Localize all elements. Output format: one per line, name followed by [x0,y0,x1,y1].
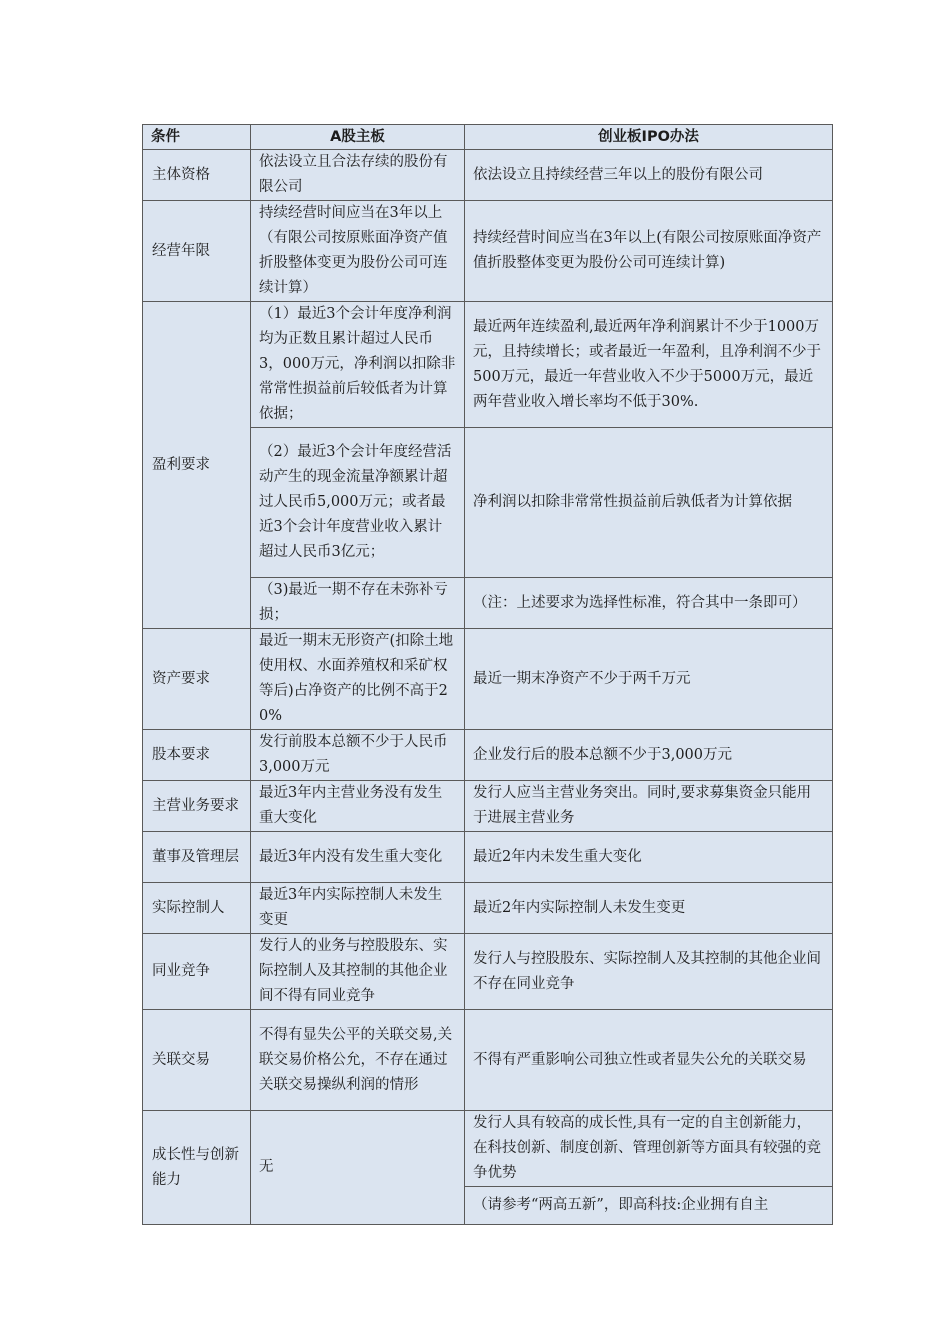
row-operating-period [143,201,833,302]
header-condition: 条件 [143,125,251,150]
row-label: 关联交易 [143,1010,251,1111]
gem-cell: （请参考“两高五新”，即高科技:企业拥有自主 [465,1187,833,1225]
row-qualification [143,150,833,201]
row-label: 经营年限 [143,201,251,302]
main-board-cell: 最近3年内没有发生重大变化 [251,832,465,883]
header-gem-ipo-rules: 创业板IPO办法 [465,125,833,150]
row-label: 盈利要求 [143,302,251,629]
main-board-cell: 无 [251,1111,465,1225]
main-board-cell: 发行前股本总额不少于人民币3,000万元 [251,730,465,781]
gem-cell: 发行人应当主营业务突出。同时,要求募集资金只能用于进展主营业务 [465,781,833,832]
main-board-cell: 最近3年内实际控制人未发生变更 [251,883,465,934]
row-growth-1 [143,1111,833,1187]
gem-cell: 依法设立且持续经营三年以上的股份有限公司 [465,150,833,201]
main-board-cell: 依法设立且合法存续的股份有限公司 [251,150,465,201]
gem-cell: 净利润以扣除非常常性损益前后孰低者为计算依据 [465,428,833,578]
gem-cell: 最近一期末净资产不少于两千万元 [465,629,833,730]
row-main-business [143,781,833,832]
row-label: 主体资格 [143,150,251,201]
main-board-cell: 不得有显失公平的关联交易,关联交易价格公允，不存在通过关联交易操纵利润的情形 [251,1010,465,1111]
gem-cell: （注：上述要求为选择性标准，符合其中一条即可） [465,578,833,629]
row-competition [143,934,833,1010]
row-label: 主营业务要求 [143,781,251,832]
row-directors [143,832,833,883]
main-board-cell: 发行人的业务与控股股东、实际控制人及其控制的其他企业间不得有同业竞争 [251,934,465,1010]
main-board-cell: 最近一期末无形资产(扣除土地使用权、水面养殖权和采矿权等后)占净资产的比例不高于20% [251,629,465,730]
main-board-cell: 持续经营时间应当在3年以上（有限公司按原账面净资产值折股整体变更为股份公司可连续计算） [251,201,465,302]
gem-cell: 持续经营时间应当在3年以上(有限公司按原账面净资产值折股整体变更为股份公司可连续计算) [465,201,833,302]
gem-cell: 发行人具有较高的成长性,具有一定的自主创新能力，在科技创新、制度创新、管理创新等方面具有较强的竞争优势 [465,1111,833,1187]
row-assets [143,629,833,730]
row-label: 成长性与创新能力 [143,1111,251,1225]
main-board-cell: （1）最近3个会计年度净利润均为正数且累计超过人民币3，000万元，净利润以扣除非常常性损益前后较低者为计算依据； [251,302,465,428]
row-controller [143,883,833,934]
gem-cell: 最近2年内实际控制人未发生变更 [465,883,833,934]
main-board-cell: （3)最近一期不存在未弥补亏损； [251,578,465,629]
row-label: 同业竞争 [143,934,251,1010]
gem-cell: 不得有严重影响公司独立性或者显失公允的关联交易 [465,1010,833,1111]
row-label: 实际控制人 [143,883,251,934]
header-a-share-main-board: A股主板 [251,125,465,150]
row-label: 资产要求 [143,629,251,730]
row-profit-1 [143,302,833,428]
row-related-transactions [143,1010,833,1111]
main-board-cell: 最近3年内主营业务没有发生重大变化 [251,781,465,832]
header-row [143,125,833,150]
row-label: 董事及管理层 [143,832,251,883]
row-capital [143,730,833,781]
row-label: 股本要求 [143,730,251,781]
gem-cell: 最近2年内未发生重大变化 [465,832,833,883]
gem-cell: 最近两年连续盈利,最近两年净利润累计不少于1000万元，且持续增长；或者最近一年盈利，且净利润不少于500万元，最近一年营业收入不少于5000万元，最近两年营业收入增长率均不低于30%. [465,302,833,428]
main-board-cell: （2）最近3个会计年度经营活动产生的现金流量净额累计超过人民币5,000万元；或者最近3个会计年度营业收入累计超过人民币3亿元； [251,428,465,578]
gem-cell: 企业发行后的股本总额不少于3,000万元 [465,730,833,781]
gem-cell: 发行人与控股股东、实际控制人及其控制的其他企业间不存在同业竞争 [465,934,833,1010]
ipo-comparison-table [142,124,833,1225]
